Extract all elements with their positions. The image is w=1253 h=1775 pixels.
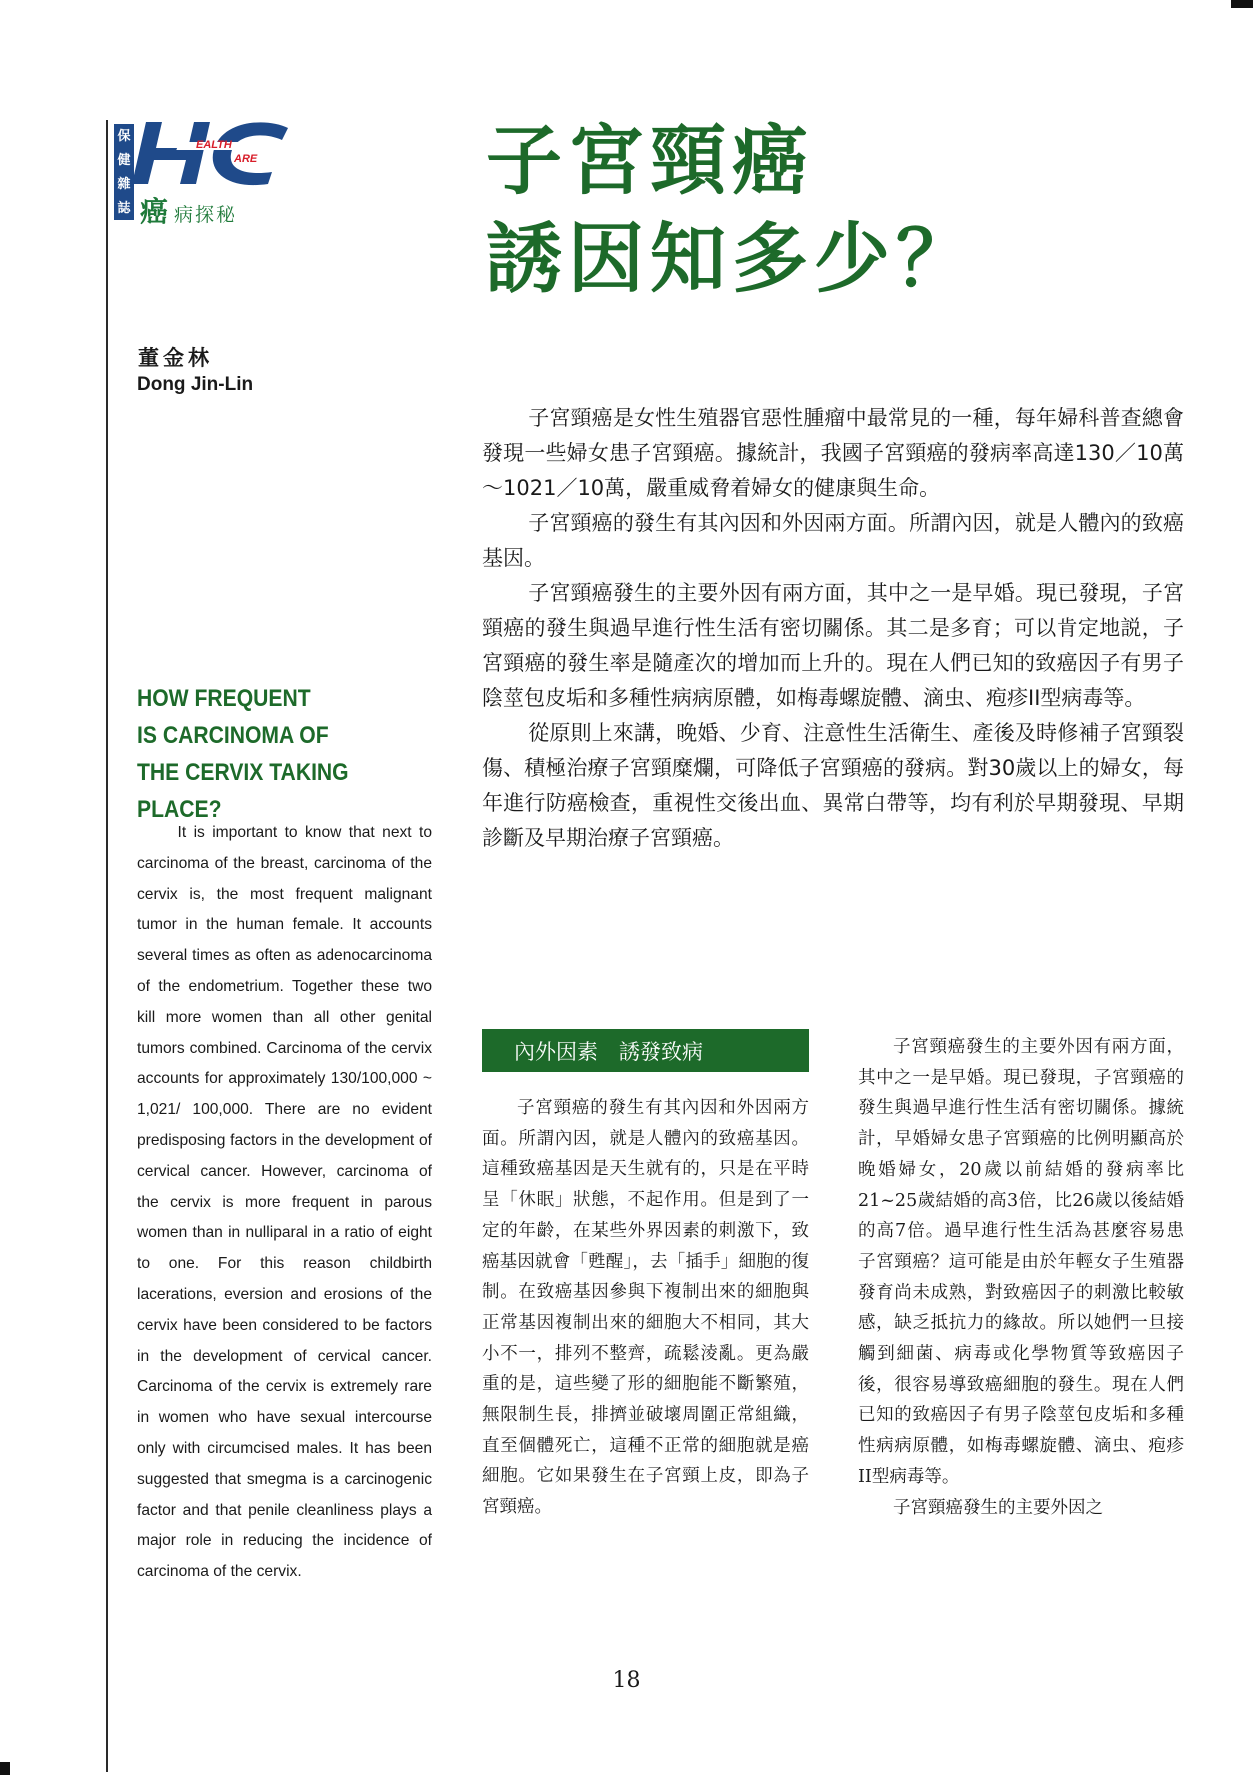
english-abstract-text: It is important to know that next to carcinoma of the breast, carcinoma of the cervix is, the most frequent malignant tumor in the human female. It accounts several times as often as adenocarcinoma of the endometrium. Together these two kill more women than all other genital tumors combined. Carcinoma of the cervix accounts for approximately 130/100,000 ~ 1,021/ 100,000. There are no evident predisposing factors in the development of cervical cancer. However, carcinoma of the cervix is more frequent in parous women than in nulliparal in a ratio of eight to one. For this reason childbirth lacerations, eversion and erosions of the cervix have been considered to be factors in the development of cervical cancer. Carcinoma of the cervix is extremely rare in women who have sexual intercourse only with circumcised males. It has been suggested that smegma is a carcinogenic factor and that penile cleanliness plays a major role in reducing the incidence of carcinoma of the cervix. (137, 824, 432, 1581)
section-label-big: 癌 (140, 195, 169, 228)
intro-paragraph: 子宮頸癌是女性生殖器官惡性腫瘤中最常見的一種，每年婦科普查總會發現一些婦女患子宮頸癌。據統計，我國子宮頸癌的發病率高達130／10萬～1021／10萬，嚴重威脅着婦女的健康與生命。 (482, 406, 1184, 500)
english-title (137, 680, 419, 828)
body-column-middle (482, 1093, 809, 1523)
title-line-2: 誘因知多少？ (486, 214, 978, 303)
title-line-1: 子宮頸癌 (486, 116, 814, 205)
section-label (140, 190, 237, 230)
logo-vertical-char: 健 (117, 152, 131, 168)
english-title-line: IS CARCINOMA OF (137, 722, 329, 749)
intro-paragraph: 子宮頸癌的發生有其內因和外因兩方面。所謂內因，就是人體內的致癌基因。 (482, 511, 1184, 570)
body-paragraph: 子宮頸癌發生的主要外因之 (893, 1497, 1103, 1518)
logo-vertical-char: 誌 (117, 200, 131, 216)
english-title-line: HOW FREQUENT (137, 685, 311, 712)
logo-vertical-char: 雜 (117, 176, 131, 192)
section-heading: 內外因素 誘發致病 (482, 1029, 809, 1072)
author-english: Dong Jin-Lin (137, 374, 254, 395)
corner-mark-bottom (0, 1762, 10, 1775)
section-label-small: 病探秘 (174, 204, 238, 226)
intro-paragraph: 從原則上來講，晚婚、少育、注意性生活衛生、產後及時修補子宮頸裂傷、積極治療子宮頸糜爛，可降低子宮頸癌的發病。對30歲以上的婦女，每年進行防癌檢查，重視性交後出血、異常白帶等，均有利於早期發現、早期診斷及早期治療子宮頸癌。 (482, 721, 1184, 850)
page-title (486, 112, 1246, 308)
intro-text (482, 401, 1184, 856)
body-column-right (858, 1032, 1184, 1523)
english-abstract (137, 818, 432, 1588)
english-title-line: THE CERVIX TAKING PLACE? (137, 759, 349, 823)
body-paragraph: 子宮頸癌的發生有其內因和外因兩方面。所謂內因，就是人體內的致癌基因。這種致癌基因是天生就有的，只是在平時呈「休眠」狀態，不起作用。但是到了一定的年齡，在某些外界因素的刺激下，致癌基因就會「甦醒」，去「插手」細胞的復制。在致癌基因參與下複制出來的細胞與正常基因複制出來的細胞大不相同，其大小不一，排列不整齊，疏鬆淩亂。更為嚴重的是，這些變了形的細胞能不斷繁殖，無限制生長，排擠並破壞周圍正常組織，直至個體死亡，這種不正常的細胞就是癌細胞。它如果發生在子宮頸上皮，即為子宮頸癌。 (482, 1098, 809, 1518)
body-paragraph: 子宮頸癌發生的主要外因有兩方面，其中之一是早婚。現已發現，子宮頸癌的發生與過早進行性生活有密切關係。據統計，早婚婦女患子宮頸癌的比例明顯高於晚婚婦女，20歲以前結婚的發病率比21~25歲結婚的高3倍，比26歲以後結婚的高7倍。過早進行性生活為甚麼容易患子宮頸癌？這可能是由於年輕女子生殖器發育尚未成熟，對致癌因子的刺激比較敏感，缺乏抵抗力的緣故。所以她們一旦接觸到細菌、病毒或化學物質等致癌因子後，很容易導致癌細胞的發生。現在人們已知的致癌因子有男子陰莖包皮垢和多種性病病原體，如梅毒螺旋體、滴虫、疱疹II型病毒等。 (858, 1037, 1184, 1487)
vertical-rule (106, 120, 108, 1772)
author-chinese: 董金林 (138, 346, 213, 370)
svg-text:EALTH: EALTH (196, 139, 232, 151)
page-number: 18 (612, 1668, 641, 1693)
svg-text:ARE: ARE (234, 153, 258, 165)
corner-mark (1231, 0, 1253, 8)
logo-vertical-char: 保 (117, 128, 131, 144)
intro-paragraph: 子宮頸癌發生的主要外因有兩方面，其中之一是早婚。現已發現，子宮頸癌的發生與過早進行性生活有密切關係。其二是多育；可以肯定地説，子宮頸癌的發生率是隨產次的增加而上升的。現在人們已知的致癌因子有男子陰莖包皮垢和多種性病病原體，如梅毒螺旋體、滴虫、疱疹II型病毒等。 (482, 581, 1184, 710)
